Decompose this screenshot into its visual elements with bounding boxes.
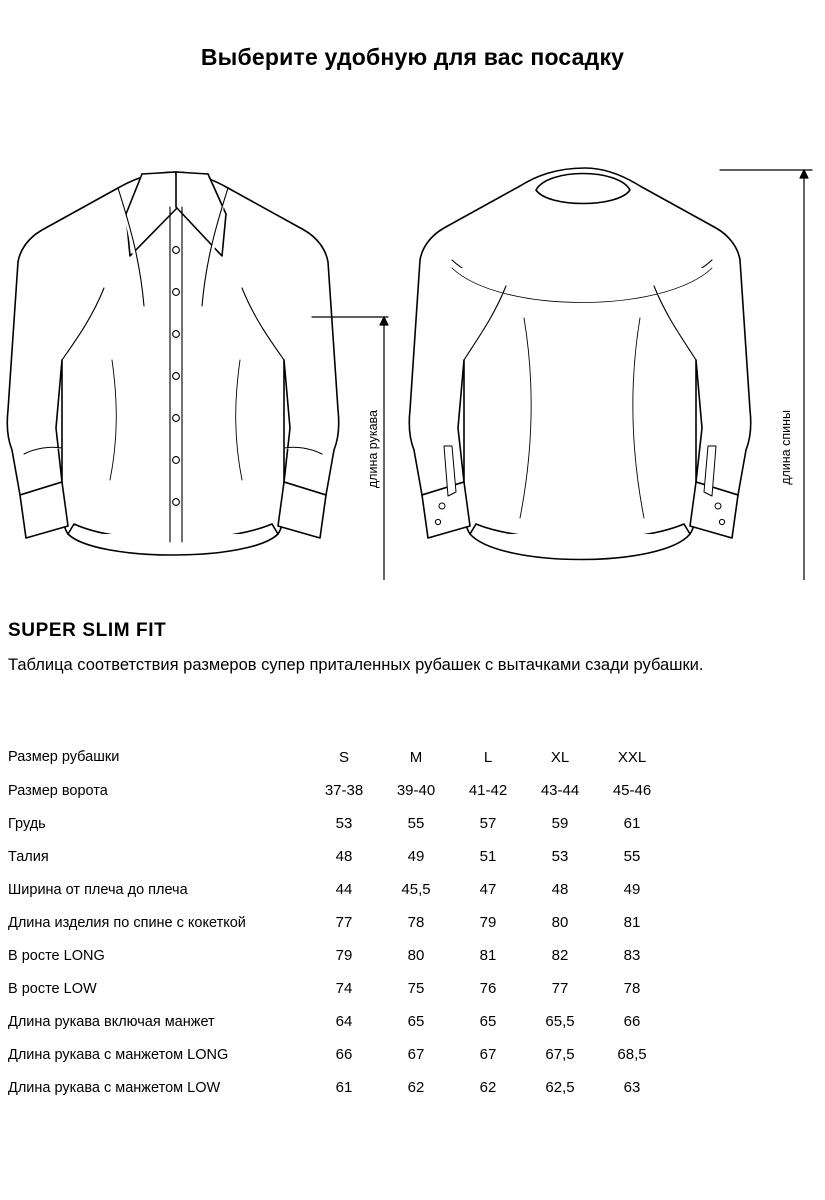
cell-value: 61: [623, 815, 641, 832]
cell-value: 62: [407, 1079, 425, 1096]
fit-description: Таблица соответствия размеров супер приталенных рубашек с вытачками сзади рубашки.: [8, 656, 704, 674]
cell-value: 48: [551, 881, 569, 898]
cell-value: 47: [479, 881, 497, 898]
row-label: Длина изделия по спине с кокеткой: [8, 914, 246, 931]
cell-value: 53: [551, 848, 569, 865]
fit-name: SUPER SLIM FIT: [8, 620, 167, 641]
cell-value: 83: [623, 947, 641, 964]
table-row: [8, 972, 668, 1005]
shirt-diagram-svg: [0, 110, 825, 580]
cell-value: 43-44: [540, 782, 580, 799]
front-sleeve-length-label: длина рукава: [366, 410, 380, 489]
cell-value: 76: [479, 980, 497, 997]
cell-value: 82: [551, 947, 569, 964]
cell-value: 80: [407, 947, 425, 964]
cell-value: 55: [407, 815, 425, 832]
row-label: Длина рукава с манжетом LONG: [8, 1046, 229, 1063]
cell-value: 53: [335, 815, 353, 832]
cell-value: 77: [551, 980, 569, 997]
shirt-back-technical-drawing: [409, 168, 751, 560]
table-row: [8, 873, 668, 906]
table-row: [8, 906, 668, 939]
row-label: Ширина от плеча до плеча: [8, 881, 188, 898]
cell-value: 57: [479, 815, 497, 832]
row-label: В росте LOW: [8, 980, 97, 997]
table-header-row: [8, 740, 668, 774]
cell-value: 80: [551, 914, 569, 931]
row-label: В росте LONG: [8, 947, 105, 964]
cell-value: 64: [335, 1013, 353, 1030]
cell-value: 77: [335, 914, 353, 931]
column-header-s: S: [338, 748, 349, 766]
cell-value: 41-42: [468, 782, 508, 799]
cell-value: 49: [407, 848, 425, 865]
cell-value: 49: [623, 881, 641, 898]
cell-value: 67: [479, 1046, 497, 1063]
cell-value: 65,5: [545, 1013, 575, 1030]
cell-value: 78: [623, 980, 641, 997]
cell-value: 81: [479, 947, 497, 964]
cell-value: 62,5: [545, 1079, 575, 1096]
cell-value: 74: [335, 980, 353, 997]
cell-value: 78: [407, 914, 425, 931]
row-label: Талия: [8, 848, 49, 865]
shirt-front-technical-drawing: [7, 172, 339, 555]
cell-value: 48: [335, 848, 353, 865]
cell-value: 45,5: [401, 881, 431, 898]
cell-value: 75: [407, 980, 425, 997]
cell-value: 66: [623, 1013, 641, 1030]
table-row: [8, 1071, 668, 1104]
cell-value: 63: [623, 1079, 641, 1096]
table-row: [8, 774, 668, 807]
column-header-xl: XL: [550, 748, 570, 766]
cell-value: 59: [551, 815, 569, 832]
table-row: [8, 1005, 668, 1038]
cell-value: 65: [407, 1013, 425, 1030]
column-header-l: L: [483, 748, 493, 766]
cell-value: 65: [479, 1013, 497, 1030]
table-row: [8, 1038, 668, 1071]
row-label: Размер ворота: [8, 782, 108, 799]
cell-value: 67,5: [545, 1046, 575, 1063]
cell-value: 79: [335, 947, 353, 964]
cell-value: 66: [335, 1046, 353, 1063]
column-header-m: M: [409, 748, 423, 766]
page-title: Выберите удобную для вас посадку: [200, 44, 625, 70]
cell-value: 81: [623, 914, 641, 931]
cell-value: 39-40: [396, 782, 436, 799]
cell-value: 55: [623, 848, 641, 865]
cell-value: 51: [479, 848, 497, 865]
row-label: Длина рукава включая манжет: [8, 1013, 215, 1030]
table-row-header-label: Размер рубашки: [8, 749, 120, 765]
cell-value: 79: [479, 914, 497, 931]
table-row: [8, 840, 668, 873]
row-label: Грудь: [8, 815, 46, 832]
cell-value: 62: [479, 1079, 497, 1096]
cell-value: 45-46: [612, 782, 652, 799]
column-header-xxl: XXL: [617, 748, 647, 766]
back-length-label: длина спины: [779, 410, 793, 485]
row-label: Длина рукава с манжетом LOW: [8, 1079, 221, 1096]
cell-value: 67: [407, 1046, 425, 1063]
cell-value: 37-38: [324, 782, 364, 799]
size-table: [8, 740, 668, 1104]
cell-value: 61: [335, 1079, 353, 1096]
table-row: [8, 939, 668, 972]
cell-value: 44: [335, 881, 353, 898]
cell-value: 68,5: [617, 1046, 647, 1063]
table-row: [8, 807, 668, 840]
shirt-illustrations: [0, 110, 825, 580]
